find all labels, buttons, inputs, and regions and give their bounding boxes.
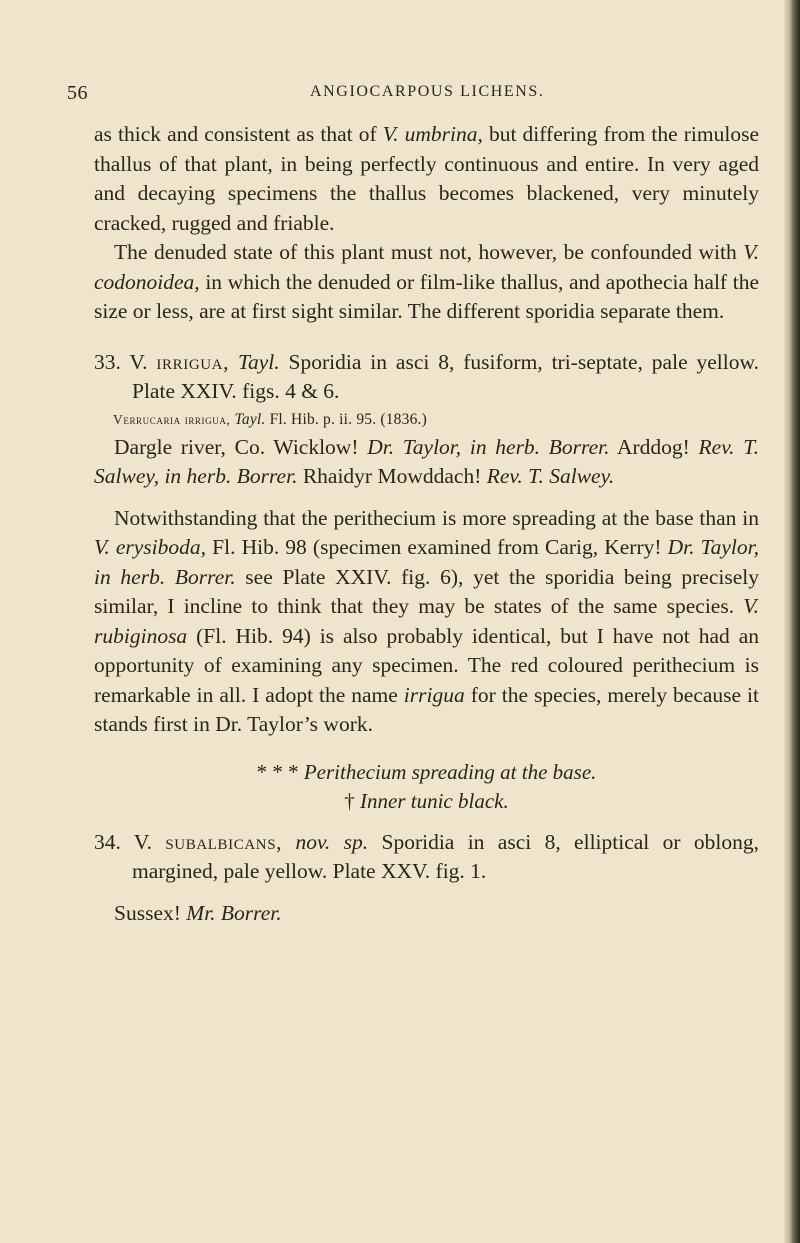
page-body [94,120,759,928]
text-run: (Fl. Hib. 94) is also probably identical, but I have not had an opportunity of examining any specimen. The red coloured perithecium is remarkable in all. I adopt the name [94,623,759,707]
text-run: Tayl. [234,410,266,428]
text-run: Rev. T. Salwey, in herb. Borrer. [94,434,759,488]
localities-33 [94,433,759,492]
text-run [282,830,295,854]
text-run: Dargle river, Co. Wicklow! [114,434,368,459]
text-run: Dr. Taylor, in herb. Borrer. [94,535,760,589]
text-run: Fl. Hib. p. ii. 95. (1836.) [265,410,427,428]
text-run: Tayl. [238,349,280,374]
paragraph-discussion [94,504,759,740]
text-run: Rev. T. Salwey. [486,464,615,488]
paragraph-denuded-state [94,238,759,327]
text-run: see Plate XXIV. fig. 6), yet the sporidia being precisely similar, I incline to think that they may be states of the same species. [94,564,759,618]
text-run: V. codonoidea, [94,240,759,294]
text-run: V. rubiginosa [94,594,759,648]
text-run: V. erysiboda, [94,535,207,559]
text-run: 33. V. [94,349,157,374]
text-run: V. umbrina, [382,122,483,146]
text-run: Inner tunic black. [360,788,509,813]
page-edge-shadow [784,0,800,1243]
text-run: for the species, merely because it stands first in Dr. Taylor’s work. [94,682,759,736]
text-run: Mr. Borrer. [186,900,282,925]
text-run: subalbicans, [165,829,283,854]
synonym-reference [94,407,759,433]
text-run: nov. sp. [295,829,369,854]
text-run: * * * [256,759,304,784]
text-run: but differing from the rimulose thallus of that plant, in being perfectly continuous and entire. In very aged and decaying specimens the thallus becomes blackened, very minutely cracked, rugged and friable. [94,122,759,235]
text-run: Arddog! [609,434,699,459]
text-run: Dr. Taylor, in herb. Borrer. [367,434,610,459]
text-run: irrigua [403,682,465,707]
text-run: Sporidia in asci 8, fusiform, tri-septate, pale yellow. Plate XXIV. figs. 4 & 6. [132,349,760,403]
text-run: Sussex! [114,900,187,925]
text-run: 34. V. [94,829,166,854]
text-run [229,350,238,374]
text-run: † [344,788,361,813]
section-heading-perithecium [94,758,759,787]
subsection-heading-inner-tunic [94,787,759,816]
text-run: The denuded state of this plant must not, however, be confounded with [114,240,744,264]
text-run: Sporidia in asci 8, elliptical or oblong, margined, pale yellow. Plate XXV. fig. 1. [132,829,759,883]
page-number: 56 [67,82,88,104]
paragraph-thallus-description [94,120,759,238]
text-run: Fl. Hib. 98 (specimen examined from Carig, Kerry! [206,535,668,559]
species-entry-34 [94,828,759,887]
page-header [0,82,800,106]
text-run: Rhaidyr Mowddach! [297,464,487,488]
text-run: irrigua, [156,349,230,374]
text-run: as thick and consistent as that of [94,122,383,146]
running-title: ANGIOCARPOUS LICHENS. [310,83,545,100]
localities-34 [94,899,759,929]
text-run: Perithecium spreading at the base. [303,759,597,784]
text-run: Notwithstanding that the perithecium is more spreading at the base than in [114,505,759,530]
text-run: Verrucaria irrigua, [113,411,231,427]
species-entry-33 [94,348,759,407]
text-run: in which the denuded or film-like thallus, and apothecia half the size or less, are at first sight similar. The different sporidia separate them. [94,269,759,323]
